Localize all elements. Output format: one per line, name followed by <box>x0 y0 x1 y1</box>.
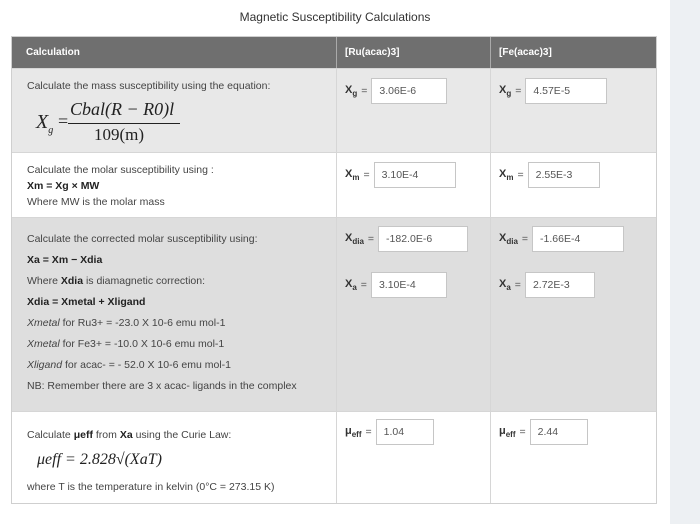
corr-line7a: Xligand <box>27 359 63 371</box>
ru-xg-field: $X_g$ = 3.06E-6 <box>345 78 447 104</box>
fe-xg-field: $X_g$ = 4.57E-5 <box>499 78 607 104</box>
mu-line1e: using the Curie Law: <box>135 429 232 441</box>
ru-xa-symbol: X <box>345 277 353 290</box>
corr-line5a: Xmetal <box>27 317 60 329</box>
corr-line7b: for acac- = - 52.0 X 10-6 emu mol-1 <box>64 359 231 371</box>
mu-line1a: Calculate <box>27 429 71 441</box>
fe-xa-symbol: X <box>499 277 507 290</box>
corr-line3c: is diamagnetic correction: <box>85 275 206 287</box>
mass-eq-lhs: X <box>36 111 49 133</box>
fe-xdia-input[interactable]: -1.66E-4 <box>532 226 624 252</box>
ru-xg-symbol: X <box>345 83 353 96</box>
page-title: Magnetic Susceptibility Calculations <box>239 10 431 24</box>
ru-xm-field: $X_m$ = 3.10E-4 <box>345 162 456 188</box>
corr-line6a: Xmetal <box>27 338 60 350</box>
ru-mueff-field: $\mu_{eff}$ = 1.04 <box>345 419 434 445</box>
ru-mueff-symbol: μ <box>345 424 352 437</box>
mu-equation: μeff = 2.828√(XaT) <box>37 451 162 468</box>
table-row <box>12 217 656 411</box>
mass-text: Calculate the mass susceptibility using the equation: <box>27 80 271 92</box>
ru-xdia-sub: dia <box>352 237 364 247</box>
ru-xg-input[interactable]: 3.06E-6 <box>371 78 447 104</box>
header-calculation: Calculation <box>26 47 80 58</box>
ru-xm-input[interactable]: 3.10E-4 <box>374 162 456 188</box>
mass-equation: $X_g$ = Cbal(R − R0)l 109(m) <box>36 99 206 144</box>
ru-xa-field: $X_a$ = 3.10E-4 <box>345 272 447 298</box>
table-row <box>12 152 656 217</box>
mass-description <box>12 69 336 152</box>
corr-line4: Xdia = Xmetal + Xligand <box>27 296 146 308</box>
corr-line3 <box>27 274 336 288</box>
mass-eq-den: 109(m) <box>94 125 145 144</box>
fe-xm-input[interactable]: 2.55E-3 <box>528 162 600 188</box>
table-header <box>12 37 656 68</box>
mass-eq-num: Cbal(R − R0)l <box>70 99 175 119</box>
header-ru <box>336 37 490 68</box>
ru-xa-input[interactable]: 3.10E-4 <box>371 272 447 298</box>
ru-mueff-sub: eff <box>351 430 362 440</box>
header-fe-label: [Fe(acac)3] <box>499 47 552 58</box>
corr-line7 <box>27 358 336 372</box>
fe-xdia-symbol: X <box>499 231 507 244</box>
fe-xa-sub: a <box>506 283 511 293</box>
corr-line5 <box>27 316 336 330</box>
calculation-table <box>11 36 657 504</box>
molar-line3: Where MW is the molar mass <box>27 196 165 208</box>
corr-line3a: Where <box>27 275 58 287</box>
fe-mueff-symbol: μ <box>499 424 506 437</box>
table-row <box>12 411 656 503</box>
ru-mueff-input[interactable]: 1.04 <box>376 419 434 445</box>
corr-line8: NB: Remember there are 3 x acac- ligands in the complex <box>27 380 297 392</box>
corr-line1: Calculate the corrected molar susceptibility using: <box>27 233 258 245</box>
fe-xm-field: $X_m$ = 2.55E-3 <box>499 162 600 188</box>
mu-line1 <box>27 428 336 442</box>
fe-xg-sub: g <box>506 89 512 99</box>
fe-xdia-sub: dia <box>506 237 518 247</box>
molar-line1: Calculate the molar susceptibility using : <box>27 164 214 176</box>
molar-description <box>12 153 336 217</box>
molar-line2: Xm = Xg × MW <box>27 180 100 192</box>
ru-xdia-input[interactable]: -182.0E-6 <box>378 226 468 252</box>
fe-xm-sub: m <box>506 173 514 183</box>
mu-line1b: μeff <box>73 429 93 441</box>
corr-line6 <box>27 337 336 351</box>
fe-xg-input[interactable]: 4.57E-5 <box>525 78 607 104</box>
ru-xm-sub: m <box>352 173 360 183</box>
mu-description <box>12 412 336 503</box>
ru-xm-symbol: X <box>345 167 353 180</box>
corr-line2: Xa = Xm − Xdia <box>27 254 103 266</box>
mu-line1c: from <box>95 429 117 441</box>
header-fe <box>490 37 656 68</box>
ru-xdia-symbol: X <box>345 231 353 244</box>
fe-xa-field: $X_a$ = 2.72E-3 <box>499 272 595 298</box>
corrected-description <box>12 218 336 411</box>
fe-xm-symbol: X <box>499 167 507 180</box>
fe-mueff-sub: eff <box>505 430 516 440</box>
fe-mueff-input[interactable]: 2.44 <box>530 419 588 445</box>
ru-xa-sub: a <box>352 283 357 293</box>
fe-mueff-field: $\mu_{eff}$ = 2.44 <box>499 419 588 445</box>
mu-line1d: Xa <box>119 429 133 441</box>
table-row <box>12 68 656 152</box>
fe-xdia-field: $X_{dia}$ = -1.66E-4 <box>499 226 624 252</box>
ru-xdia-field: $X_{dia}$ = -182.0E-6 <box>345 226 468 252</box>
corr-line5b: for Ru3+ = -23.0 X 10-6 emu mol-1 <box>62 317 226 329</box>
fe-xg-symbol: X <box>499 83 507 96</box>
ru-xg-sub: g <box>352 89 358 99</box>
corr-line3b: Xdia <box>60 275 84 287</box>
header-ru-label: [Ru(acac)3] <box>345 47 400 58</box>
fe-xa-input[interactable]: 2.72E-3 <box>525 272 595 298</box>
mu-line3: where T is the temperature in kelvin (0°C = 273.15 K) <box>27 481 275 493</box>
corr-line6b: for Fe3+ = -10.0 X 10-6 emu mol-1 <box>62 338 225 350</box>
